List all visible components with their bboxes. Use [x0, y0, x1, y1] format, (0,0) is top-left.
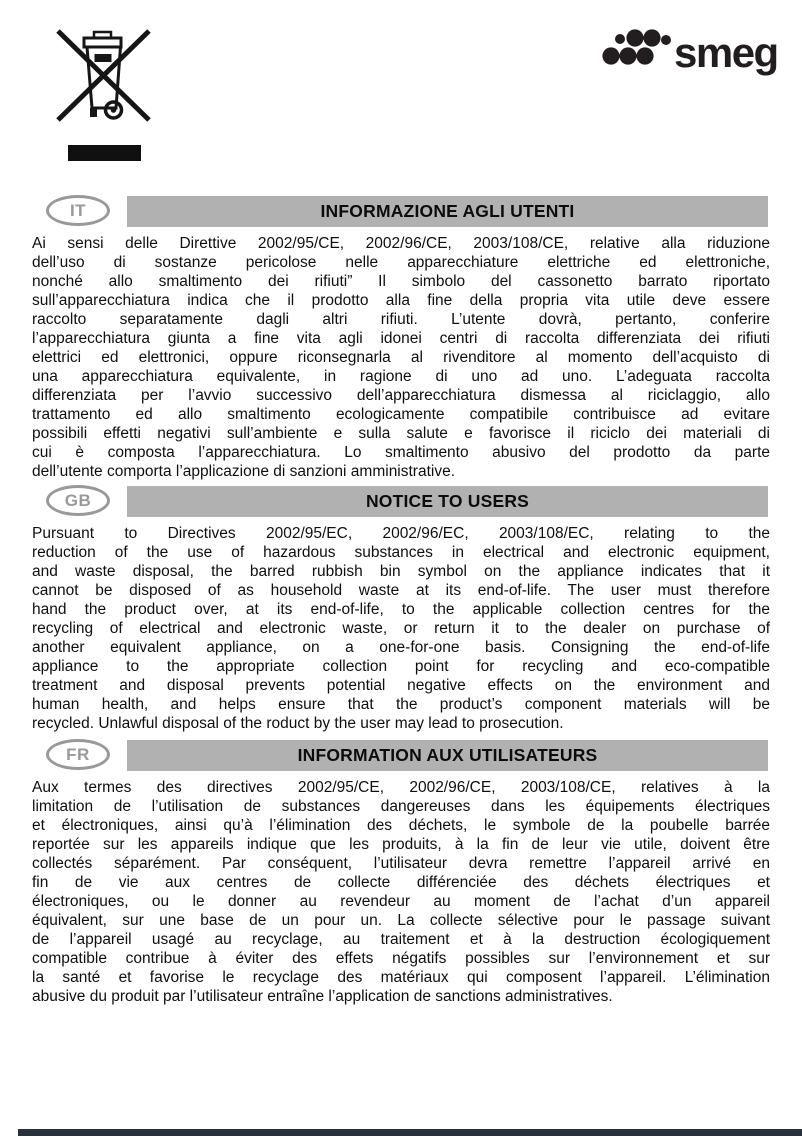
- section-header-title: NOTICE TO USERS: [365, 491, 530, 511]
- body-text-line: Pursuant to Directives 2002/95/EC, 2002/96/EC, 2003/108/EC, relating to the: [32, 525, 770, 542]
- language-badge: [46, 195, 110, 226]
- body-text-line: differenziata per l’avvio successivo dell’apparecchiatura dismessa al riciclaggio, allo: [32, 387, 770, 404]
- body-text-line: una apparecchiatura equivalente, in ragione di uno ad uno. L’adeguata raccolta: [32, 368, 770, 385]
- body-text-line: human health, and helps ensure that the product’s component materials will be: [32, 696, 770, 713]
- body-text-line: abusive du produit par l’utilisateur entraîne l’application de sanctions administratives.: [32, 988, 613, 1005]
- body-text-line: Ai sensi delle Direttive 2002/95/CE, 2002/96/CE, 2003/108/CE, relative alla riduzione: [32, 235, 770, 252]
- body-text-line: fin de vie aux centres de collecte différenciée des déchets électriques et: [32, 874, 770, 891]
- body-text-line: dell’uso di sostanze pericolose nelle apparecchiature elettriche ed elettroniche,: [32, 254, 770, 271]
- body-text-line: et électroniques, ainsi qu’à l’élimination des déchets, le symbole de la poubelle barrée: [32, 817, 770, 834]
- section-header-bar: [127, 196, 768, 227]
- body-text-line: trattamento ed allo smaltimento ecologicamente compatibile contribuisce ad evitare: [32, 406, 770, 423]
- body-text-line: raccolto separatamente dagli altri rifiuti. L’utente dovrà, pertanto, conferire: [32, 311, 770, 328]
- body-text-line: équivalent, sur une base de un pour un. La collecte sélective pour le passage suivant: [32, 912, 770, 929]
- body-text-line: another equivalent appliance, on a one-for-one basis. Consigning the end-of-life: [32, 639, 770, 656]
- language-badge-label: IT: [69, 200, 87, 220]
- section-header-title: INFORMAZIONE AGLI UTENTI: [320, 201, 575, 221]
- section-body-text: [32, 234, 770, 481]
- body-text-line: elettrici ed elettronici, oppure riconsegnarla al rivenditore al momento dell’acquisto di: [32, 349, 770, 366]
- section-body-text: [32, 778, 770, 1006]
- language-badge: [46, 485, 110, 516]
- smeg-logo: [598, 20, 788, 76]
- page-footer-bar: [18, 1129, 802, 1136]
- weee-crossed-bin-icon: [55, 27, 152, 124]
- body-text-line: and waste disposal, the barred rubbish bin symbol on the appliance indicates that it: [32, 563, 770, 580]
- section-header-bar: [127, 486, 768, 517]
- section-body-text: [32, 524, 770, 733]
- body-text-line: nonché allo smaltimento dei rifiuti” Il simbolo del cassonetto barrato riportato: [32, 273, 770, 290]
- body-text-line: collectés séparément. Par conséquent, l’utilisateur devra remettre l’appareil arrivé en: [32, 855, 770, 872]
- body-text-line: l’apparecchiatura giunta a fine vita agli idonei centri di raccolta differenziata dei rifiuti: [32, 330, 770, 347]
- body-text-line: Aux termes des directives 2002/95/CE, 2002/96/CE, 2003/108/CE, relatives à la: [32, 779, 770, 796]
- body-text-line: de l’appareil usagé au recyclage, au traitement et à la destruction écologiquement: [32, 931, 770, 948]
- body-text-line: la santé et favorise le recyclage des matériaux qui composent l’appareil. L’élimination: [32, 969, 770, 986]
- section-header-bar: [127, 740, 768, 771]
- smeg-logo-dots-icon: [598, 20, 676, 70]
- smeg-logo-text: smeg: [674, 29, 778, 76]
- body-text-line: possibili effetti negativi sull’ambiente e sulla salute e favorisce il riciclo dei materiali di: [32, 425, 770, 442]
- body-text-line: treatment and disposal prevents potential negative effects on the environment and: [32, 677, 770, 694]
- body-text-line: appliance to the appropriate collection point for recycling and eco-compatible: [32, 658, 770, 675]
- body-text-line: hand the product over, at its end-of-life, to the applicable collection centres for the: [32, 601, 770, 618]
- language-badge-label: FR: [66, 744, 90, 764]
- body-text-line: recycled. Unlawful disposal of the roduct by the user may lead to prosecution.: [32, 715, 564, 732]
- body-text-line: sull’apparecchiatura indica che il prodotto alla fine della propria vita utile deve essere: [32, 292, 770, 309]
- language-badge: [46, 739, 110, 770]
- language-badge-label: GB: [64, 490, 92, 510]
- body-text-line: cannot be disposed of as household waste at its end-of-life. The user must therefore: [32, 582, 770, 599]
- body-text-line: électroniques, ou le donner au revendeur au moment de l’achat d’un appareil: [32, 893, 770, 910]
- body-text-line: recycling of electrical and electronic waste, or return it to the dealer on purchase of: [32, 620, 770, 637]
- body-text-line: cui è composta l’apparecchiatura. Lo smaltimento abusivo del prodotto da parte: [32, 444, 770, 461]
- section-header-title: INFORMATION AUX UTILISATEURS: [297, 745, 598, 765]
- body-text-line: reportée sur les appareils indique que les produits, à la fin de leur vie utile, doivent être: [32, 836, 770, 853]
- body-text-line: compatible contribue à éviter des effets négatifs possibles sur l’environnement et sur: [32, 950, 770, 967]
- black-marker-bar: [68, 145, 141, 161]
- body-text-line: limitation de l’utilisation de substances dangereuses dans les équipements électriques: [32, 798, 770, 815]
- body-text-line: reduction of the use of hazardous substances in electrical and electronic equipment,: [32, 544, 770, 561]
- body-text-line: dell’utente comporta l’applicazione di sanzioni amministrative.: [32, 463, 456, 480]
